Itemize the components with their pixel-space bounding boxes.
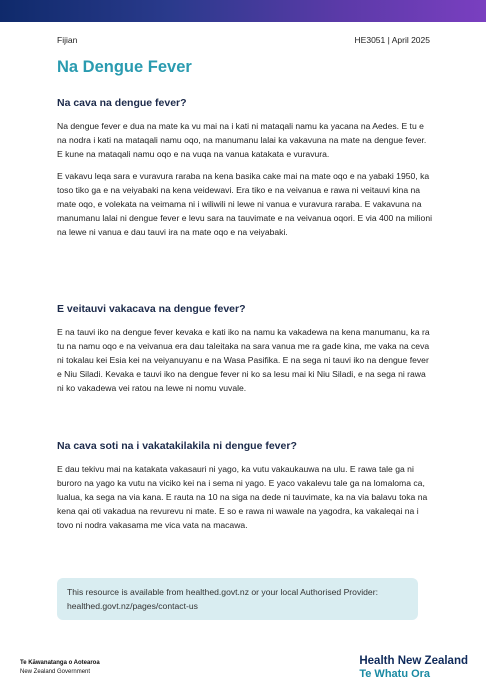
section-heading: E veitauvi vakacava na dengue fever? (57, 303, 246, 315)
section-symptoms (57, 440, 433, 540)
section-paragraph: E vakavu leqa sara e vuravura raraba na kena basika cake mai na mate oqo e na yabaki 1950, ka toso tiko ga e na veiyabaki na kena veidewavi. Era tiko e na veivanua e rawa ni veitauvi kina na mate oqo, e volekata na veimama ni i wiliwili ni lewe ni vanua e vuravura raraba. E vakavuna na manumanu lalai ni dengue fever e levu sara na tauvimate e na veivanua oqori. E via 400 na milioni na lewe ni vanua e dau tauvi ira na mate oqo e na veiyabaki. (57, 171, 433, 237)
document-code: HE3051 | April 2025 (354, 35, 430, 45)
gov-name-maori: Te Kāwanatanga o Aotearoa (20, 660, 100, 666)
nz-government-logo (20, 659, 100, 676)
section-how-spread (57, 303, 433, 403)
page-title: Na Dengue Fever (57, 58, 192, 76)
brand-english: Health New Zealand (359, 655, 468, 667)
section-paragraph: Na dengue fever e dua na mate ka vu mai na i kati ni mataqali namu ka yacana na Aedes. E tu e na nodra i kati na mataqali namu oqo, na manumanu lalai ka vakavuna na mate na dengue fever. E kune na mataqali namu oqo e na vuqa na vanua katakata e vuravura. (57, 121, 427, 159)
section-paragraph: E na tauvi iko na dengue fever kevaka e kati iko na namu ka vakadewa na kena manumanu, ka ra tu na namu oqo e na veivanua era dau taleitaka na sara vanua me ra gade kina, me vaka na ceva ni tokalau kei Esia kei na veiyanuyanu e na Wasa Pasifika. E na sega ni tauvi iko na dengue fever e Niu Siladi. Kevaka e tauvi iko na dengue fever ni ko sa lesu mai ki Niu Siladi, e na sega ni rawa ni ko vakadewa vei ratou na lewe ni nomu vuvale. (57, 327, 430, 393)
gov-name-english: New Zealand Government (20, 668, 91, 675)
brand-maori: Te Whatu Ora (359, 668, 431, 680)
section-heading: Na cava na dengue fever? (57, 97, 187, 109)
health-nz-logo (359, 655, 468, 680)
section-heading: Na cava soti na i vakatakilakila ni dengue fever? (57, 440, 297, 452)
resource-notice: This resource is available from healthed.govt.nz or your local Authorised Provider: healthed.govt.nz/pages/contact-us (57, 578, 418, 620)
header-gradient-bar (0, 0, 486, 22)
section-what-is-dengue (57, 97, 433, 247)
document-meta (57, 35, 430, 45)
language-label: Fijian (57, 35, 78, 45)
section-paragraph: E dau tekivu mai na katakata vakasauri ni yago, ka vutu vakaukauwa na ulu. E rawa tale ga ni buroro na yago ka vutu na viciko kei na i sema ni yago. E yaco vakalevu tale ga na lomaloma ca, lualua, ka sega na via kana. E rauta na 10 na siga na dede ni tauvimate, ka na via balavu toka na kena qai oti vakadua na revurevu ni mate. E so e rawa ni wawale na yagodra, ka vakaleqai na i tovo ni nodra vakasama me vica vata na macawa. (57, 464, 428, 530)
